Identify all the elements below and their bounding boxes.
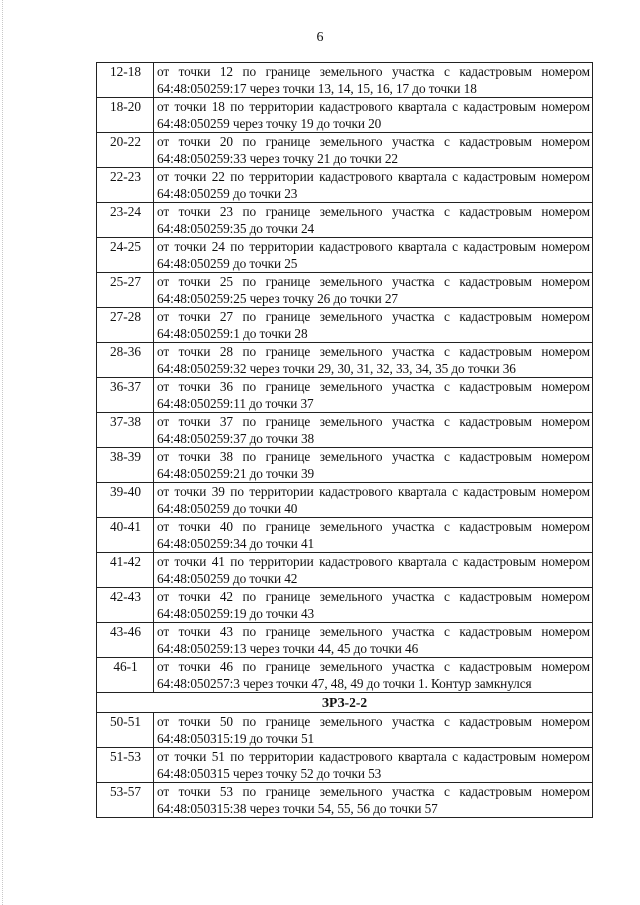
description-cell: от точки 51 по территории кадастрового квартала с кадастровым номером 64:48:050315 через точку 52 до точки 53 [154, 748, 593, 783]
segment-cell: 28-36 [97, 343, 154, 378]
boundary-description-table [96, 62, 593, 818]
description-cell: от точки 40 по границе земельного участка с кадастровым номером 64:48:050259:34 до точки 41 [154, 518, 593, 553]
table-row [97, 308, 593, 343]
description-cell: от точки 25 по границе земельного участка с кадастровым номером 64:48:050259:25 через точку 26 до точки 27 [154, 273, 593, 308]
description-cell: от точки 36 по границе земельного участка с кадастровым номером 64:48:050259:11 до точки 37 [154, 378, 593, 413]
table-row [97, 413, 593, 448]
segment-cell: 50-51 [97, 713, 154, 748]
description-cell: от точки 38 по границе земельного участка с кадастровым номером 64:48:050259:21 до точки 39 [154, 448, 593, 483]
description-cell: от точки 18 по территории кадастрового квартала с кадастровым номером 64:48:050259 через точку 19 до точки 20 [154, 98, 593, 133]
table-row [97, 783, 593, 818]
segment-cell: 41-42 [97, 553, 154, 588]
table-row [97, 518, 593, 553]
description-cell: от точки 12 по границе земельного участка с кадастровым номером 64:48:050259:17 через точки 13, 14, 15, 16, 17 до точки 18 [154, 63, 593, 98]
segment-cell: 51-53 [97, 748, 154, 783]
table-row [97, 553, 593, 588]
table-row [97, 238, 593, 273]
segment-cell: 12-18 [97, 63, 154, 98]
description-cell: от точки 53 по границе земельного участка с кадастровым номером 64:48:050315:38 через точки 54, 55, 56 до точки 57 [154, 783, 593, 818]
table-row [97, 343, 593, 378]
segment-cell: 37-38 [97, 413, 154, 448]
description-cell: от точки 24 по территории кадастрового квартала с кадастровым номером 64:48:050259 до точки 25 [154, 238, 593, 273]
table-row [97, 658, 593, 693]
table-row [97, 483, 593, 518]
section-heading: ЗРЗ-2-2 [97, 693, 593, 713]
section-heading-row [97, 693, 593, 713]
description-cell: от точки 39 по территории кадастрового квартала с кадастровым номером 64:48:050259 до точки 40 [154, 483, 593, 518]
segment-cell: 38-39 [97, 448, 154, 483]
description-cell: от точки 28 по границе земельного участка с кадастровым номером 64:48:050259:32 через точки 29, 30, 31, 32, 33, 34, 35 до точки 36 [154, 343, 593, 378]
segment-cell: 20-22 [97, 133, 154, 168]
table-row [97, 448, 593, 483]
table-row [97, 203, 593, 238]
description-cell: от точки 46 по границе земельного участка с кадастровым номером 64:48:050257:3 через точки 47, 48, 49 до точки 1. Контур замкнулся [154, 658, 593, 693]
segment-cell: 43-46 [97, 623, 154, 658]
segment-cell: 22-23 [97, 168, 154, 203]
table-row [97, 63, 593, 98]
table-row [97, 168, 593, 203]
description-cell: от точки 23 по границе земельного участка с кадастровым номером 64:48:050259:35 до точки 24 [154, 203, 593, 238]
description-cell: от точки 50 по границе земельного участка с кадастровым номером 64:48:050315:19 до точки 51 [154, 713, 593, 748]
table-row [97, 98, 593, 133]
description-cell: от точки 27 по границе земельного участка с кадастровым номером 64:48:050259:1 до точки 28 [154, 308, 593, 343]
description-cell: от точки 20 по границе земельного участка с кадастровым номером 64:48:050259:33 через точку 21 до точки 22 [154, 133, 593, 168]
segment-cell: 39-40 [97, 483, 154, 518]
description-cell: от точки 43 по границе земельного участка с кадастровым номером 64:48:050259:13 через точки 44, 45 до точки 46 [154, 623, 593, 658]
scan-edge-line [2, 0, 4, 905]
description-cell: от точки 41 по территории кадастрового квартала с кадастровым номером 64:48:050259 до точки 42 [154, 553, 593, 588]
table-row [97, 748, 593, 783]
table-row [97, 133, 593, 168]
segment-cell: 23-24 [97, 203, 154, 238]
segment-cell: 53-57 [97, 783, 154, 818]
segment-cell: 25-27 [97, 273, 154, 308]
table-row [97, 273, 593, 308]
segment-cell: 24-25 [97, 238, 154, 273]
segment-cell: 36-37 [97, 378, 154, 413]
description-cell: от точки 42 по границе земельного участка с кадастровым номером 64:48:050259:19 до точки 43 [154, 588, 593, 623]
table-row [97, 713, 593, 748]
segment-cell: 27-28 [97, 308, 154, 343]
segment-cell: 46-1 [97, 658, 154, 693]
page-number: 6 [316, 30, 324, 45]
table-row [97, 623, 593, 658]
table-body [97, 63, 593, 818]
description-cell: от точки 37 по границе земельного участка с кадастровым номером 64:48:050259:37 до точки 38 [154, 413, 593, 448]
table-row [97, 378, 593, 413]
table-row [97, 588, 593, 623]
segment-cell: 42-43 [97, 588, 154, 623]
segment-cell: 40-41 [97, 518, 154, 553]
segment-cell: 18-20 [97, 98, 154, 133]
description-cell: от точки 22 по территории кадастрового квартала с кадастровым номером 64:48:050259 до точки 23 [154, 168, 593, 203]
